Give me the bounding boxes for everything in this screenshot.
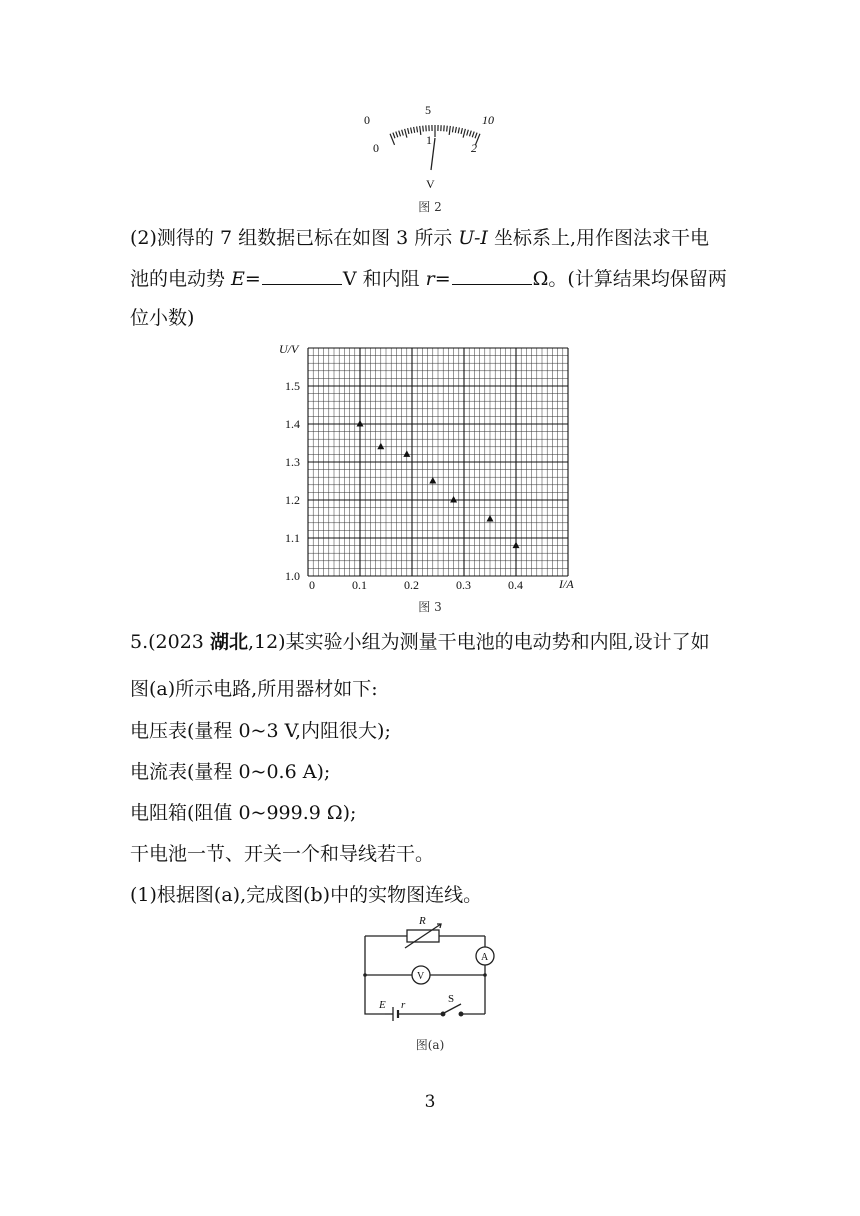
figa-caption: 图(a) [415, 1038, 445, 1052]
q5-line-5: 电阻箱(阻值 0~999.9 Ω); [130, 802, 357, 824]
scale-tick [402, 130, 404, 136]
scale-tick [396, 132, 398, 138]
data-point [357, 420, 364, 427]
data-point [513, 542, 520, 549]
scale-top-10: 10 [482, 113, 494, 127]
q5-line-7: (1)根据图(a),完成图(b)中的实物图连线。 [130, 884, 483, 906]
scale-tick [447, 126, 448, 132]
q5-line-6: 干电池一节、开关一个和导线若干。 [130, 843, 435, 865]
scale-tick [414, 127, 415, 133]
scale-tick [408, 128, 409, 134]
scale-tick [449, 126, 450, 135]
switch-lever [444, 1004, 461, 1013]
scale-tick [405, 129, 407, 138]
fig2-caption: 图 2 [418, 200, 442, 214]
scale-tick [452, 126, 453, 132]
scale-tick [472, 132, 474, 138]
data-point [450, 496, 457, 503]
x-axis-label: I/A [559, 577, 574, 591]
q2-line-1: (2)测得的 7 组数据已标在如图 3 所示 U-I 坐标系上,用作图法求干电 [130, 227, 709, 249]
x-tick-label: 0.2 [404, 578, 419, 592]
scale-bottom-1: 1 [426, 133, 432, 147]
y-tick-label: 1.0 [285, 569, 300, 583]
x-tick-label: 0.1 [352, 578, 367, 592]
q2-line-2: 池的电动势 E= V 和内阻 r= Ω。(计算结果均保留两 [130, 268, 727, 290]
x-tick-label: 0.4 [508, 578, 523, 592]
q5-line-3: 电压表(量程 0~3 V,内阻很大); [130, 720, 391, 742]
data-point [377, 443, 384, 450]
scale-top-0: 0 [364, 113, 370, 127]
data-point [487, 515, 494, 522]
data-point [403, 450, 410, 457]
scale-tick [411, 128, 412, 134]
y-tick-label: 1.5 [285, 379, 300, 393]
scale-tick [467, 130, 469, 136]
y-tick-label: 1.3 [285, 455, 300, 469]
scale-bottom-2: 2 [471, 141, 477, 155]
label-S: S [448, 993, 455, 1005]
scale-tick [399, 131, 401, 137]
circuit-diagram [355, 912, 505, 1027]
page-number: 3 [424, 1092, 436, 1112]
label-r: r [401, 999, 406, 1011]
scale-top-5: 5 [425, 103, 431, 117]
y-tick-label: 1.1 [285, 531, 300, 545]
scale-tick [475, 133, 477, 139]
q5-line-4: 电流表(量程 0~0.6 A); [130, 761, 331, 783]
fig3-caption: 图 3 [418, 600, 442, 614]
scale-tick [423, 126, 424, 132]
scale-tick [455, 127, 456, 133]
scale-tick [393, 133, 395, 139]
voltmeter-scale-figure [350, 100, 520, 195]
y-axis-label: U/V [279, 342, 299, 356]
emf-answer-blank[interactable] [262, 266, 342, 285]
scale-tick [458, 128, 459, 134]
y-tick-label: 1.2 [285, 493, 300, 507]
ui-graph [275, 340, 595, 600]
scale-tick [469, 131, 471, 137]
q2-line-3: 位小数) [130, 307, 195, 329]
scale-tick [461, 128, 462, 134]
label-A: A [481, 952, 489, 963]
q5-line-2: 图(a)所示电路,所用器材如下: [130, 678, 378, 700]
scale-bottom-0: 0 [373, 141, 379, 155]
x-tick-label: 0.3 [456, 578, 471, 592]
meter-unit: V [426, 177, 435, 191]
resistance-answer-blank[interactable] [452, 266, 532, 285]
x-tick-label: 0 [309, 578, 315, 592]
data-point [429, 477, 436, 484]
scale-tick [417, 126, 418, 132]
label-E: E [379, 999, 386, 1011]
scale-tick [420, 126, 421, 135]
q5-line-1: 5.(2023 湖北,12)某实验小组为测量干电池的电动势和内阻,设计了如 [130, 631, 710, 653]
scale-tick [463, 129, 465, 138]
y-tick-label: 1.4 [285, 417, 300, 431]
label-V: V [417, 971, 425, 982]
label-R: R [419, 915, 426, 927]
